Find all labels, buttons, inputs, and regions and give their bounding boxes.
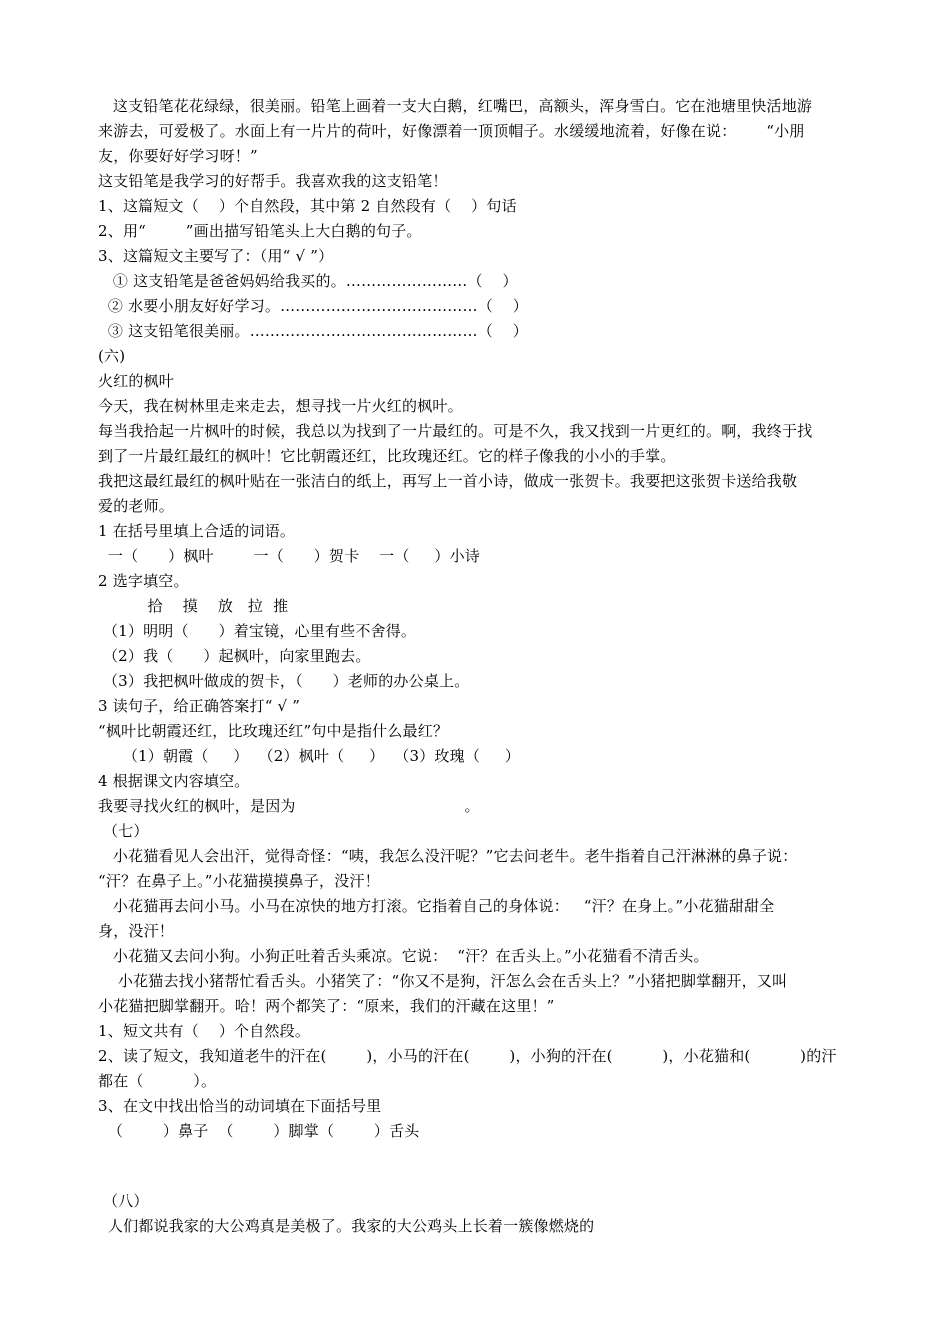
question-line: “枫叶比朝霞还红，比玫瑰还红”句中是指什么最红？ [98, 722, 449, 740]
text-line: 小花猫看见人会出汗，觉得奇怪：“咦，我怎么没汗呢？”它去问老牛。老牛指着自己汗淋淋的鼻子说： [98, 847, 798, 865]
question-line: 一（ ）枫叶 一（ ）贺卡 一（ ）小诗 [98, 547, 481, 565]
question-line: 我要寻找火红的枫叶，是因为 。 [98, 797, 480, 815]
passage-title: 火红的枫叶 [98, 372, 175, 390]
question-line: 1 在括号里填上合适的词语。 [98, 522, 296, 540]
text-line: 人们都说我家的大公鸡真是美极了。我家的大公鸡头上长着一簇像燃烧的 [98, 1217, 595, 1235]
text-line: 小花猫把脚掌翻开。哈！两个都笑了：“原来，我们的汗藏在这里！” [98, 997, 555, 1015]
text-line: 到了一片最红最红的枫叶！它比朝霞还红，比玫瑰还红。它的样子像我的小小的手掌。 [98, 447, 676, 465]
question-line: 3 读句子，给正确答案打“ √ ” [98, 697, 301, 715]
section-heading: （七） [98, 822, 149, 840]
option-line: （1）朝霞（ ） （2）枫叶（ ） （3）玫瑰（ ） [98, 747, 521, 765]
text-line: 我把这最红最红的枫叶贴在一张洁白的纸上，再写上一首小诗，做成一张贺卡。我要把这张贺卡送给我敬 [98, 472, 798, 490]
text-line: 身，没汗！ [98, 922, 175, 940]
question-line: 3、在文中找出恰当的动词填在下面括号里 [98, 1097, 382, 1115]
text-line: 来游去，可爱极了。水面上有一片片的荷叶，好像漂着一顶顶帽子。水缓缓地流着，好像在说： “小朋 [98, 122, 805, 140]
question-line: 4 根据课文内容填空。 [98, 772, 250, 790]
question-line: （2）我（ ）起枫叶，向家里跑去。 [98, 647, 371, 665]
option-line: ① 这支铅笔是爸爸妈妈给我买的。……………………（ ） [98, 272, 518, 290]
question-line: 2 选字填空。 [98, 572, 189, 590]
section-heading: (六) [98, 347, 126, 365]
text-line: 每当我拾起一片枫叶的时候，我总以为找到了一片最红的。可是不久，我又找到一片更红的。啊，我终于找 [98, 422, 813, 440]
question-line: （ ）鼻子 （ ）脚掌（ ）舌头 [98, 1122, 420, 1140]
question-line: （1）明明（ ）着宝镜，心里有些不舍得。 [98, 622, 417, 640]
text-line: 友，你要好好学习呀！” [98, 147, 258, 165]
text-line: 爱的老师。 [98, 497, 175, 515]
question-line: 1、短文共有（ ）个自然段。 [98, 1022, 311, 1040]
question-line: 2、读了短文，我知道老牛的汗在( )，小马的汗在( )，小狗的汗在( )，小花猫和( )的汗 [98, 1047, 837, 1065]
word-choices: 拾 摸 放 拉 推 [98, 597, 289, 615]
option-line: ③ 这支铅笔很美丽。………………………………………（ ） [98, 322, 528, 340]
text-line: 这支铅笔花花绿绿，很美丽。铅笔上画着一支大白鹅，红嘴巴，高额头，浑身雪白。它在池塘里快活地游 [98, 97, 813, 115]
question-line: 都在（ ）。 [98, 1072, 217, 1090]
option-line: ② 水要小朋友好好学习。…………………………………（ ） [98, 297, 528, 315]
text-line: “汗？在鼻子上。”小花猫摸摸鼻子，没汗！ [98, 872, 380, 890]
text-line: 小花猫再去问小马。小马在凉快的地方打滚。它指着自己的身体说： “汗？在身上。”小花猫甜甜全 [98, 897, 775, 915]
question-line: 2、用“ ”画出描写铅笔头上大白鹅的句子。 [98, 222, 422, 240]
question-line: （3）我把枫叶做成的贺卡，（ ）老师的办公桌上。 [98, 672, 470, 690]
section-heading: （八） [98, 1192, 149, 1210]
text-line: 小花猫又去问小狗。小狗正吐着舌头乘凉。它说： “汗？在舌头上。”小花猫看不清舌头。 [98, 947, 709, 965]
text-line: 这支铅笔是我学习的好帮手。我喜欢我的这支铅笔！ [98, 172, 448, 190]
question-line: 3、这篇短文主要写了：（用“ √ ”） [98, 247, 334, 265]
text-line: 小花猫去找小猪帮忙看舌头。小猪笑了：“你又不是狗，汗怎么会在舌头上？”小猪把脚掌翻开，又叫 [98, 972, 788, 990]
text-line: 今天，我在树林里走来走去，想寻找一片火红的枫叶。 [98, 397, 463, 415]
question-line: 1、这篇短文（ ）个自然段，其中第 2 自然段有（ ）句话 [98, 197, 517, 215]
